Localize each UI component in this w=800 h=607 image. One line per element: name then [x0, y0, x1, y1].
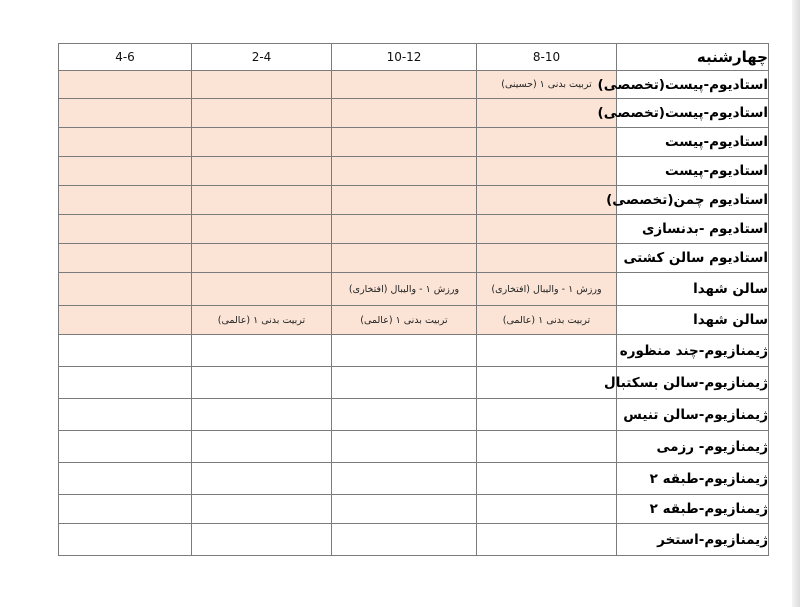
venue-label: ژیمنازیوم-سالن تنیس [617, 399, 769, 431]
table-row [59, 99, 769, 128]
schedule-cell [477, 71, 617, 99]
table-row [59, 399, 769, 431]
slot-header: 10-12 [332, 44, 477, 71]
schedule-cell [477, 244, 617, 273]
schedule-cell [332, 399, 477, 431]
schedule-cell [59, 99, 192, 128]
venue-label: استادیوم -بدنسازی [617, 215, 769, 244]
schedule-cell [192, 431, 332, 463]
venue-label: استادیوم-پیست(تخصصی) [617, 71, 769, 99]
schedule-cell [332, 335, 477, 367]
schedule-cell [192, 399, 332, 431]
schedule-cell [477, 99, 617, 128]
course-label: تربیت بدنی ۱ (حسینی) [501, 79, 592, 90]
table-row [59, 128, 769, 157]
schedule-cell [477, 367, 617, 399]
table-row [59, 495, 769, 524]
venue-label: ژیمنازیوم-چند منظوره [617, 335, 769, 367]
schedule-cell [477, 431, 617, 463]
venue-label: ژیمنازیوم- رزمی [617, 431, 769, 463]
table-row [59, 335, 769, 367]
schedule-cell [477, 215, 617, 244]
schedule-cell [332, 186, 477, 215]
venue-label: استادیوم چمن(تخصصی) [617, 186, 769, 215]
venue-label: استادیوم-پیست [617, 128, 769, 157]
table-row [59, 306, 769, 335]
venue-label: سالن شهدا [617, 306, 769, 335]
schedule-cell [332, 99, 477, 128]
course-label: تربیت بدنی ۱ (عالمی) [502, 314, 591, 326]
venue-label: استادیوم-پیست [617, 157, 769, 186]
schedule-cell [332, 157, 477, 186]
course-label: تربیت بدنی ۱ (عالمی) [360, 314, 448, 326]
schedule-cell [477, 306, 617, 335]
schedule-cell [332, 215, 477, 244]
schedule-cell [477, 157, 617, 186]
page-edge-shadow [792, 0, 800, 607]
schedule-cell [192, 128, 332, 157]
course-label: تربیت بدنی ۱ (عالمی) [217, 314, 306, 326]
table-row [59, 431, 769, 463]
slot-header: 2-4 [192, 44, 332, 71]
schedule-cell [192, 215, 332, 244]
schedule-table [58, 43, 769, 556]
schedule-cell [477, 524, 617, 556]
schedule-cell [332, 495, 477, 524]
schedule-cell [59, 186, 192, 215]
schedule-cell [477, 128, 617, 157]
schedule-cell [477, 463, 617, 495]
schedule-cell [477, 495, 617, 524]
schedule-cell [192, 335, 332, 367]
venue-label: استادیوم-پیست(تخصصی) [617, 99, 769, 128]
header-row [59, 44, 769, 71]
schedule-cell [477, 186, 617, 215]
schedule-cell [192, 367, 332, 399]
venue-label: ژیمنازیوم-طبقه ۲ [617, 495, 769, 524]
schedule-cell [192, 463, 332, 495]
schedule-cell [332, 71, 477, 99]
schedule-cell [59, 128, 192, 157]
schedule-cell [192, 495, 332, 524]
schedule-cell [477, 399, 617, 431]
venue-label: سالن شهدا [617, 273, 769, 306]
schedule-body [59, 71, 769, 556]
slot-header: 4-6 [59, 44, 192, 71]
schedule-cell [59, 463, 192, 495]
schedule-cell [192, 244, 332, 273]
schedule-cell [332, 463, 477, 495]
course-label: ورزش ۱ - والیبال (افتخاری) [491, 283, 602, 295]
schedule-cell [59, 431, 192, 463]
schedule-cell [192, 186, 332, 215]
table-row [59, 463, 769, 495]
schedule-cell [332, 431, 477, 463]
schedule-cell [192, 524, 332, 556]
venue-label: ژیمنازیوم-طبقه ۲ [617, 463, 769, 495]
table-row [59, 186, 769, 215]
schedule-cell [59, 495, 192, 524]
schedule-cell [192, 273, 332, 306]
schedule-cell [192, 71, 332, 99]
schedule-cell [332, 244, 477, 273]
schedule-cell [59, 244, 192, 273]
schedule-cell [332, 306, 477, 335]
table-row [59, 157, 769, 186]
schedule-cell [332, 273, 477, 306]
schedule-cell [59, 367, 192, 399]
table-row [59, 273, 769, 306]
schedule-cell [59, 524, 192, 556]
schedule-cell [332, 367, 477, 399]
table-row [59, 524, 769, 556]
schedule-cell [59, 273, 192, 306]
table-row [59, 215, 769, 244]
schedule-cell [192, 157, 332, 186]
day-header: چهارشنبه [617, 44, 769, 71]
schedule-cell [59, 399, 192, 431]
table-row [59, 71, 769, 99]
venue-label: ژیمنازیوم-سالن بسکتبال [617, 367, 769, 399]
schedule-cell [477, 335, 617, 367]
schedule-cell [59, 335, 192, 367]
table-row [59, 244, 769, 273]
slot-header: 8-10 [477, 44, 617, 71]
schedule-cell [59, 157, 192, 186]
schedule-cell [59, 306, 192, 335]
schedule-cell [332, 128, 477, 157]
venue-label: ژیمنازیوم-استخر [617, 524, 769, 556]
schedule-cell [192, 306, 332, 335]
table-row [59, 367, 769, 399]
schedule-cell [192, 99, 332, 128]
course-label: ورزش ۱ - والیبال (افتخاری) [348, 283, 460, 295]
schedule-cell [477, 273, 617, 306]
schedule-cell [59, 215, 192, 244]
schedule-cell [59, 71, 192, 99]
schedule-cell [332, 524, 477, 556]
venue-label: استادیوم سالن کشتی [617, 244, 769, 273]
